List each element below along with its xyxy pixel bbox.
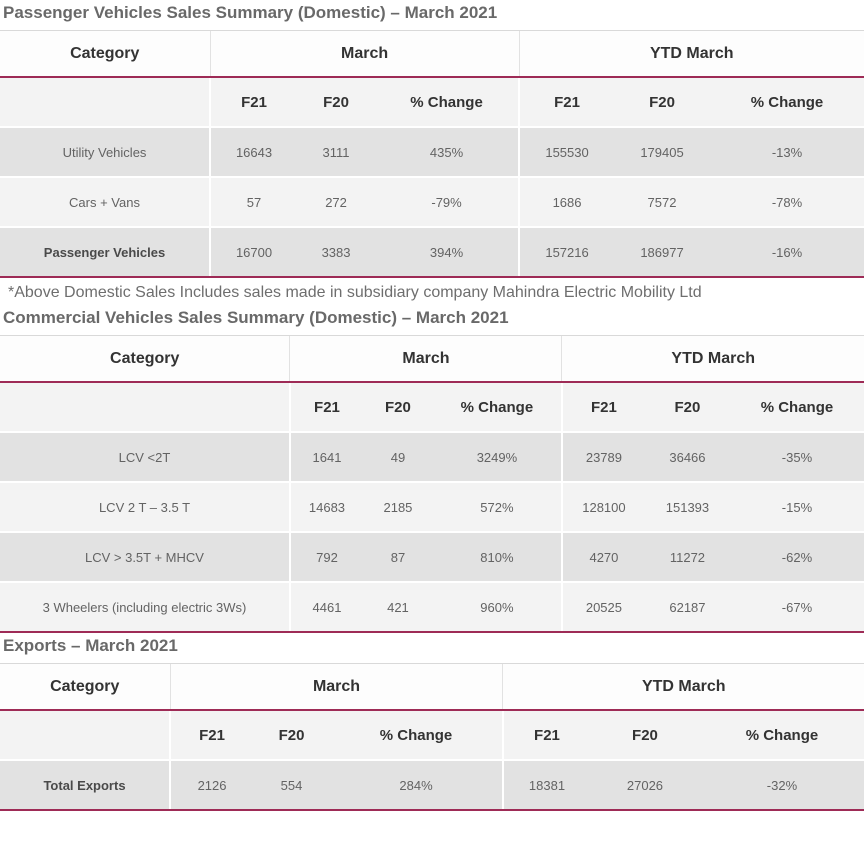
column-header: F20 xyxy=(614,77,710,127)
section-title: Commercial Vehicles Sales Summary (Domestic) – March 2021 xyxy=(3,308,509,327)
column-header: F21 xyxy=(170,710,253,760)
value-cell: -62% xyxy=(730,532,864,582)
value-cell: 572% xyxy=(433,482,562,532)
column-header: % Change xyxy=(330,710,503,760)
category-cell: LCV 2 T – 3.5 T xyxy=(0,482,290,532)
value-cell: 2126 xyxy=(170,760,253,810)
value-cell: -67% xyxy=(730,582,864,632)
category-cell: Total Exports xyxy=(0,760,170,810)
value-cell: 2185 xyxy=(363,482,433,532)
sales-table xyxy=(0,663,864,811)
value-cell: 27026 xyxy=(590,760,700,810)
value-cell: 421 xyxy=(363,582,433,632)
group-header: March xyxy=(290,336,562,383)
value-cell: 62187 xyxy=(645,582,730,632)
sub-header-row xyxy=(0,710,864,760)
section-title: Exports – March 2021 xyxy=(3,636,178,655)
value-cell: 7572 xyxy=(614,177,710,227)
group-header-row xyxy=(0,336,864,383)
value-cell: 14683 xyxy=(290,482,363,532)
column-header: F21 xyxy=(519,77,614,127)
table-row xyxy=(0,127,864,177)
value-cell: 394% xyxy=(375,227,519,277)
column-header: F21 xyxy=(210,77,297,127)
column-header: F21 xyxy=(562,382,645,432)
value-cell: -78% xyxy=(710,177,864,227)
footnote: *Above Domestic Sales Includes sales made in subsidiary company Mahindra Electric Mobility Ltd xyxy=(8,284,702,301)
sub-header-row xyxy=(0,382,864,432)
group-header-row xyxy=(0,664,864,711)
value-cell: -35% xyxy=(730,432,864,482)
value-cell: 151393 xyxy=(645,482,730,532)
sales-table-section xyxy=(0,633,864,811)
value-cell: 810% xyxy=(433,532,562,582)
category-cell: LCV > 3.5T + MHCV xyxy=(0,532,290,582)
sales-table xyxy=(0,335,864,633)
group-header: Category xyxy=(0,336,290,383)
value-cell: 3383 xyxy=(297,227,375,277)
group-header: March xyxy=(210,31,519,78)
value-cell: 435% xyxy=(375,127,519,177)
table-head xyxy=(0,336,864,433)
category-cell: Utility Vehicles xyxy=(0,127,210,177)
table-body xyxy=(0,432,864,632)
category-cell: Passenger Vehicles xyxy=(0,227,210,277)
table-row xyxy=(0,227,864,277)
sales-table xyxy=(0,30,864,278)
column-header: F21 xyxy=(290,382,363,432)
value-cell: 4461 xyxy=(290,582,363,632)
value-cell: 960% xyxy=(433,582,562,632)
value-cell: 18381 xyxy=(503,760,590,810)
category-cell: Cars + Vans xyxy=(0,177,210,227)
value-cell: 284% xyxy=(330,760,503,810)
column-header xyxy=(0,382,290,432)
column-header: F20 xyxy=(253,710,330,760)
table-body xyxy=(0,127,864,277)
column-header: F20 xyxy=(645,382,730,432)
value-cell: -16% xyxy=(710,227,864,277)
sub-header-row xyxy=(0,77,864,127)
sales-table-section xyxy=(0,305,864,633)
value-cell: 792 xyxy=(290,532,363,582)
table-row xyxy=(0,582,864,632)
group-header: Category xyxy=(0,31,210,78)
table-body xyxy=(0,760,864,810)
value-cell: 16700 xyxy=(210,227,297,277)
section-title: Passenger Vehicles Sales Summary (Domestic) – March 2021 xyxy=(3,3,498,22)
value-cell: 57 xyxy=(210,177,297,227)
value-cell: 179405 xyxy=(614,127,710,177)
value-cell: 1641 xyxy=(290,432,363,482)
column-header: % Change xyxy=(375,77,519,127)
category-cell: 3 Wheelers (including electric 3Ws) xyxy=(0,582,290,632)
value-cell: 157216 xyxy=(519,227,614,277)
column-header xyxy=(0,77,210,127)
group-header: YTD March xyxy=(519,31,864,78)
column-header: % Change xyxy=(730,382,864,432)
value-cell: 128100 xyxy=(562,482,645,532)
value-cell: 11272 xyxy=(645,532,730,582)
value-cell: 23789 xyxy=(562,432,645,482)
table-head xyxy=(0,664,864,761)
table-row xyxy=(0,432,864,482)
value-cell: 1686 xyxy=(519,177,614,227)
table-row xyxy=(0,532,864,582)
value-cell: -79% xyxy=(375,177,519,227)
column-header: % Change xyxy=(433,382,562,432)
value-cell: 49 xyxy=(363,432,433,482)
value-cell: 36466 xyxy=(645,432,730,482)
column-header: F20 xyxy=(363,382,433,432)
column-header: F21 xyxy=(503,710,590,760)
table-row xyxy=(0,482,864,532)
column-header: % Change xyxy=(710,77,864,127)
value-cell: 554 xyxy=(253,760,330,810)
category-cell: LCV <2T xyxy=(0,432,290,482)
value-cell: 272 xyxy=(297,177,375,227)
group-header: YTD March xyxy=(503,664,864,711)
column-header: % Change xyxy=(700,710,864,760)
value-cell: 3249% xyxy=(433,432,562,482)
value-cell: 3111 xyxy=(297,127,375,177)
value-cell: 20525 xyxy=(562,582,645,632)
column-header xyxy=(0,710,170,760)
value-cell: 186977 xyxy=(614,227,710,277)
value-cell: -13% xyxy=(710,127,864,177)
value-cell: -15% xyxy=(730,482,864,532)
column-header: F20 xyxy=(590,710,700,760)
table-row xyxy=(0,177,864,227)
group-header: YTD March xyxy=(562,336,864,383)
value-cell: -32% xyxy=(700,760,864,810)
sales-table-section xyxy=(0,0,864,305)
column-header: F20 xyxy=(297,77,375,127)
value-cell: 16643 xyxy=(210,127,297,177)
value-cell: 87 xyxy=(363,532,433,582)
group-header-row xyxy=(0,31,864,78)
value-cell: 155530 xyxy=(519,127,614,177)
value-cell: 4270 xyxy=(562,532,645,582)
table-head xyxy=(0,31,864,128)
table-row xyxy=(0,760,864,810)
group-header: Category xyxy=(0,664,170,711)
group-header: March xyxy=(170,664,503,711)
